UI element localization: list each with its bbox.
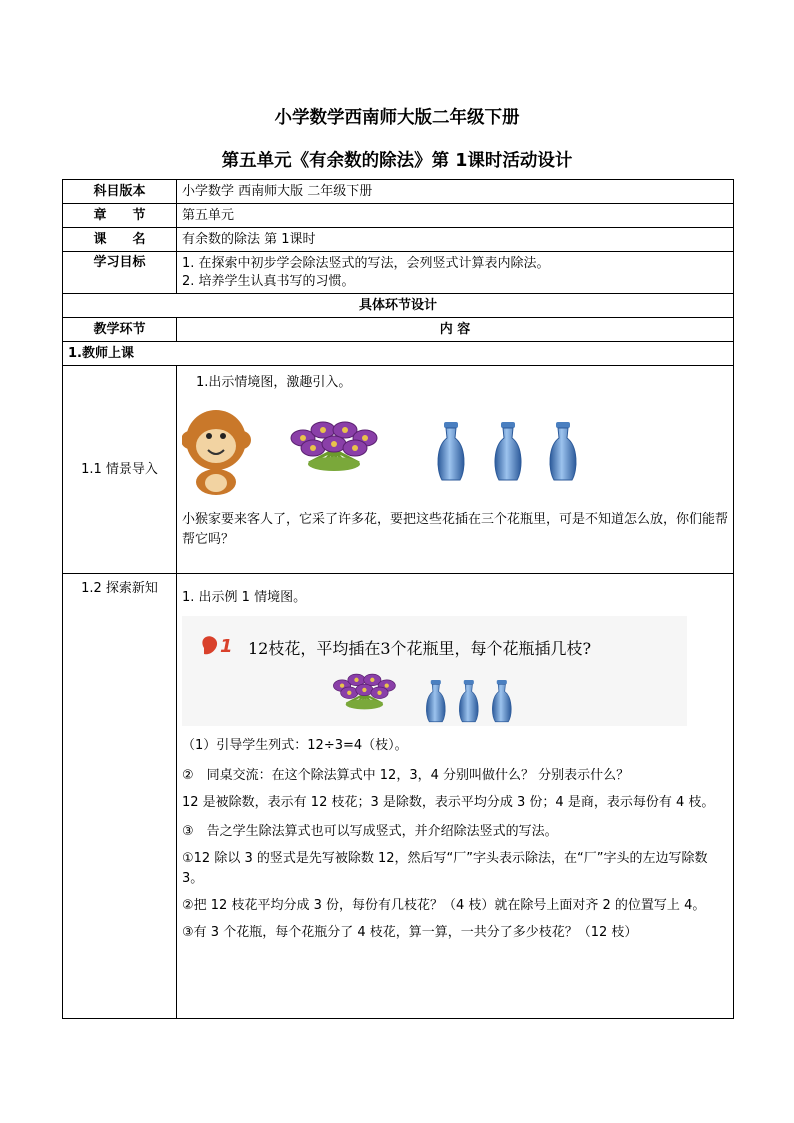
document-subtitle: 第五单元《有余数的除法》第 1课时活动设计 xyxy=(221,151,573,171)
section-heading: 1.教师上课 xyxy=(63,342,734,366)
paragraph: 12 是被除数，表示有 12 枝花；3 是除数，表示平均分成 3 份；4 是商，表示每份有 4 枝。 xyxy=(182,795,715,810)
design-header: 具体环节设计 xyxy=(63,294,734,318)
example-badge-icon xyxy=(202,636,217,654)
goal-label: 学习目标 xyxy=(63,252,177,294)
intro-text: 1.出示情境图，激趣引入。 xyxy=(196,375,352,390)
lesson-label: 课 名 xyxy=(63,228,177,252)
example-image xyxy=(182,616,687,726)
lesson-table xyxy=(62,179,734,1019)
example-question: 12枝花，平均插在3个花瓶里，每个花瓶插几枝? xyxy=(248,639,592,658)
paragraph: ②把 12 枝花平均分成 3 份，每份有几枝花？（4 枝）就在除号上面对齐 2 的位置写上 4。 xyxy=(182,898,706,913)
vase-image xyxy=(495,422,521,480)
step-label: 1.1 情景导入 xyxy=(63,366,177,574)
step-column-header: 教学环节 xyxy=(63,318,177,342)
vase-image xyxy=(492,680,511,722)
paragraph: （1）引导学生列式：12÷3=4（枝）。 xyxy=(182,738,408,753)
intro-text: 1. 出示例 1 情境图。 xyxy=(182,590,307,605)
document-title: 小学数学西南师大版二年级下册 xyxy=(274,108,520,128)
goal-item: 2. 培养学生认真书写的习惯。 xyxy=(182,273,355,289)
flowers-image xyxy=(291,422,377,471)
vase-image xyxy=(426,680,445,722)
vase-image xyxy=(459,680,478,722)
monkey-image xyxy=(182,410,251,495)
chapter-label: 章 节 xyxy=(63,204,177,228)
scene-illustration xyxy=(182,396,727,496)
goal-list xyxy=(177,252,734,294)
paragraph: ①12 除以 3 的竖式是先写被除数 12，然后写“厂”字头表示除法，在“厂”字头的左边写除数 3。 xyxy=(182,851,708,886)
paragraph: ③有 3 个花瓶，每个花瓶分了 4 枝花，算一算，一共分了多少枝花？（12 枝） xyxy=(182,925,638,940)
vase-image xyxy=(438,422,464,480)
step-label: 1.2 探索新知 xyxy=(63,574,177,1019)
chapter-value: 第五单元 xyxy=(177,204,734,228)
content-column-header: 内 容 xyxy=(177,318,734,342)
subject-label: 科目版本 xyxy=(63,180,177,204)
step-content xyxy=(177,574,734,1019)
step-content xyxy=(177,366,734,574)
subject-value: 小学数学 西南师大版 二年级下册 xyxy=(177,180,734,204)
goal-item: 1. 在探索中初步学会除法竖式的写法，会列竖式计算表内除法。 xyxy=(182,255,550,271)
flowers-image xyxy=(333,674,395,709)
lesson-value: 有余数的除法 第 1课时 xyxy=(177,228,734,252)
vase-image xyxy=(550,422,576,480)
paragraph: ② 同桌交流：在这个除法算式中 12，3，4 分别叫做什么？ 分别表示什么？ xyxy=(182,768,630,783)
example-number: 1 xyxy=(220,636,233,657)
story-text: 小猴家要来客人了，它采了许多花，要把这些花插在三个花瓶里，可是不知道怎么放，你们能帮帮它吗？ xyxy=(182,512,729,547)
paragraph: ③ 告之学生除法算式也可以写成竖式，并介绍除法竖式的写法。 xyxy=(182,824,558,839)
